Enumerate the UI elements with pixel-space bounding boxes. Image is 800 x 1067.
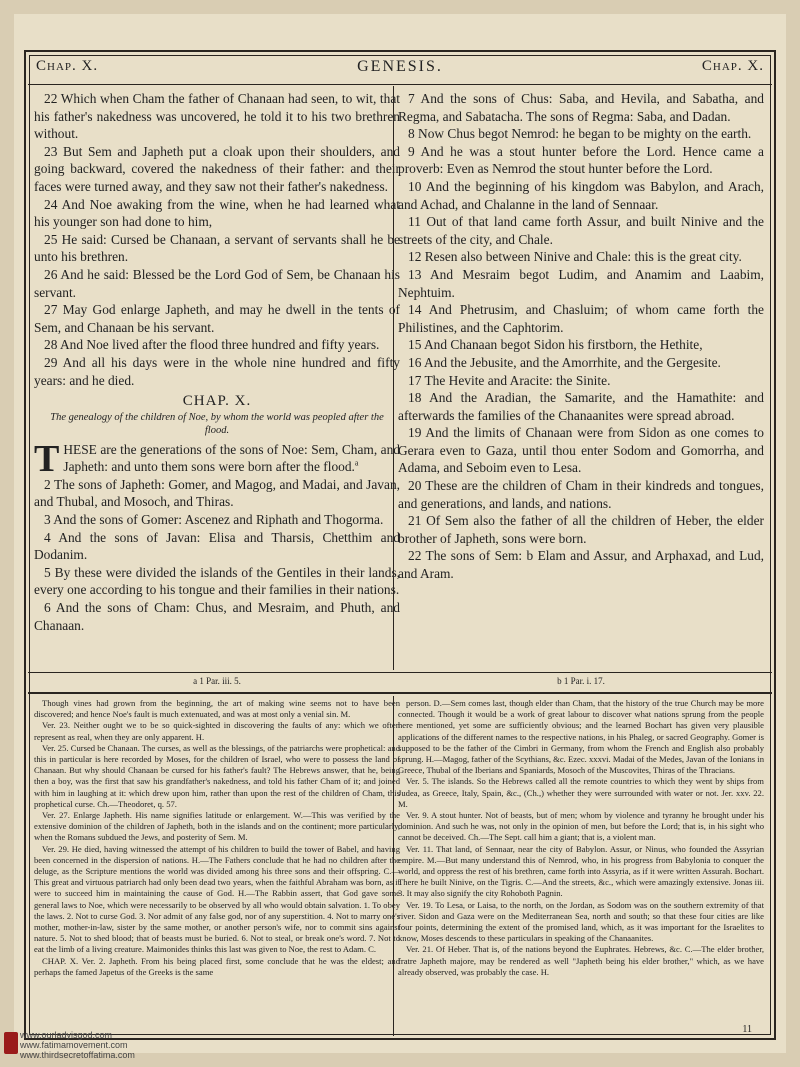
footnote-right: b 1 Par. i. 17. (557, 676, 605, 686)
verse: 5 By these were divided the islands of the Gentiles in their lands, every one according to his tongue and their families in their nations. (34, 564, 400, 598)
verse: 11 Out of that land came forth Assur, and built Ninive and the streets of the city, and Chale. (398, 214, 764, 247)
verse: 18 And the Aradian, the Samarite, and the Hamathite: and afterwards the families of the Chanaanites were spread abroad. (398, 390, 764, 423)
verse: 9 And he was a stout hunter before the Lord. Hence came a proverb: Even as Nemrod the stout hunter before the Lord. (398, 143, 764, 177)
verse: 21 Of Sem also the father of all the children of Heber, the elder brother of Japheth, sons were born. (398, 513, 764, 546)
verse: 24 And Noe awaking from the wine, when he had learned what his younger son had done to him, (34, 196, 400, 230)
footnote-marker: a (354, 458, 359, 468)
header-book-title: GENESIS. (357, 58, 443, 75)
verse: 7 And the sons of Chus: Saba, and Hevila, and Sabatha, and Regma, and Sabatacha. The sons of Regma: Saba, and Dadan. (398, 91, 764, 124)
verse: 3 And the sons of Gomer: Ascenez and Riphath and Thogorma. (44, 512, 384, 528)
footnote-left: a 1 Par. iii. 5. (193, 676, 241, 686)
verse: 15 And Chanaan begot Sidon his firstborn, the Hethite, (408, 337, 703, 353)
verse: 14 And Phetrusim, and Chasluim; of whom came forth the Philistines, and the Caphtorim. (398, 302, 764, 335)
scripture-column-left (34, 90, 400, 668)
verse-first-text: HESE are the generations of the sons of Noe: Sem, Cham, and Japheth: and unto them sons were born after the flood. (63, 441, 400, 475)
verse: 6 And the sons of Cham: Chus, and Mesraim, and Phuth, and Chanaan. (34, 600, 400, 633)
commentary-paragraph: Ver. 27. Enlarge Japheth. His name signifies latitude or enlargement. W.—This was verified by the extensive dominion of the children of Japheth, both in the islands and on the continent; more particularly, when the Romans subdued the Jews, and posterity of Sem. M. (34, 810, 400, 843)
chapter-summary: The genealogy of the children of Noe, by whom the world was peopled after the flood. (50, 411, 384, 436)
verse: 17 The Hevite and Aracite: the Sinite. (408, 372, 611, 388)
commentary-paragraph: Though vines had grown from the beginning, the art of making wine seems not to have been discovered; and hence Noe's fault is much extenuated, and was at most only a venial sin. M. (34, 698, 400, 720)
header-rule (28, 84, 772, 85)
header-chapter-left: Chap. X. (36, 58, 99, 74)
page-number: 11 (742, 1024, 752, 1035)
commentary-paragraph: Ver. 5. The islands. So the Hebrews called all the remote countries to which they went by ships from Judea, as Greece, Italy, Spain, &c., (Ch.,) whether they were surrounded with water or not. Jer. xxv. 22. M. (398, 776, 764, 809)
verse: 20 These are the children of Cham in their kindreds and tongues, and generations, and lands, and nations. (398, 478, 764, 511)
verse: 22 Which when Cham the father of Chanaan had seen, to wit, that his father's nakedness was uncovered, he told it to his two brethren without. (34, 91, 400, 142)
verse: 22 The sons of Sem: b Elam and Assur, and Arphaxad, and Lud, and Aram. (398, 548, 764, 582)
header-chapter-right: Chap. X. (701, 58, 764, 74)
chapter-title: CHAP. X. (182, 393, 252, 410)
watermark-link[interactable]: www.fatimamovement.com (20, 1040, 128, 1050)
verse: 26 And he said: Blessed be the Lord God of Sem, be Chanaan his servant. (34, 266, 400, 300)
verse: 27 May God enlarge Japheth, and may he dwell in the tents of Sem, and Chanaan be his servant. (34, 302, 400, 335)
commentary-paragraph: Ver. 9. A stout hunter. Not of beasts, but of men; whom by violence and tyranny he brought under his dominion. And such he was, not only in the opinion of men, but before the Lord; that is, in his sight who cannot be deceived. Ch.—The Sept. call him a giant; that is, a violent man. (398, 810, 764, 843)
footnote-rule (28, 672, 772, 673)
verse: 12 Resen also between Ninive and Chale: this is the great city. (408, 249, 742, 265)
verse: 10 And the beginning of his kingdom was Babylon, and Arach, and Achad, and Chalanne in the land of Sennaar. (398, 178, 764, 212)
commentary-rule (28, 692, 772, 694)
verse: 8 Now Chus begot Nemrod: he began to be mighty on the earth. (408, 126, 752, 142)
commentary-paragraph: person. D.—Sem comes last, though elder than Cham, that the history of the true Church may be more connected. Though it would be a work of great labour to discover what nations sprung from the people here mentioned, yet some are sufficiently obvious; and the learned Bochart has given very plausible applications of the different names to the respective nations, in his Phaleg, or sacred Geography. Gomer is supposed to be the father of the Cimbri in Germany, from whom the French and English also probably sprung. H.—Magog, father of the Scythians, &c. Ezec. xxxvi. Madai of the Medes, Javan of the Ionians in Greece, Thubal of the Iberians and Spaniards, Mosoch of the Muscovites, Thiras of the Thracians. (398, 698, 764, 776)
verse: 29 And all his days were in the whole nine hundred and fifty years: and he died. (34, 354, 400, 388)
verse: 2 The sons of Japheth: Gomer, and Magog, and Madai, and Javan, and Thubal, and Mosoch, and Thiras. (34, 476, 400, 510)
verse: 28 And Noe lived after the flood three hundred and fifty years. (44, 337, 380, 353)
watermark-link[interactable]: www.ourladyisgod.com (20, 1030, 113, 1040)
commentary-paragraph: Ver. 23. Neither ought we to be so quick-sighted in discovering the faults of any: which we often represent as real, when they are only apparent. H. (34, 720, 400, 742)
commentary-paragraph: Ver. 21. Of Heber. That is, of the nations beyond the Euphrates. Hebrews, &c. C.—The elder brother, fratre Japheth majore, may be rendered as well "Japheth being his elder brother," which, as we have already observed, was probably the case. H. (398, 944, 764, 977)
page (14, 14, 786, 1053)
commentary-paragraph: CHAP. X. Ver. 2. Japheth. From his being placed first, some conclude that he was the eldest; and perhaps the famed Japetus of the Greeks is the same (34, 955, 400, 977)
commentary-paragraph: Ver. 25. Cursed be Chanaan. The curses, as well as the blessings, of the patriarchs were prophetical: and this in particular is here recorded by Moses, for the children of Israel, who were to possess the land of Chanaan. But why should Chanaan be cursed for his father's fault? The Hebrews answer, that he, being then a boy, was the first that saw his grandfather's nakedness, and told his father Cham of it; and joined with him in laughing at it: which drew upon him, rather than upon the rest of the children of Cham, this prophetical curse. Ch.—Theodoret, q. 57. (34, 742, 400, 809)
drop-cap: T (34, 437, 60, 480)
verse: 4 And the sons of Javan: Elisa and Tharsis, Chetthim and Dodanim. (34, 529, 400, 563)
verse: 19 And the limits of Chanaan were from Sidon as one comes to Gerara even to Gaza, until thou enter Sodom and Gomorrha, and Adama, and Seboim even to Lesa. (398, 425, 764, 476)
watermark-link[interactable]: www.thirdsecretoffatima.com (20, 1050, 135, 1060)
commentary-paragraph: Ver. 19. To Lesa, or Laisa, to the north, on the Jordan, as Sodom was on the southern extremity of that river. Sidon and Gaza were on the Mediterranean Sea, north and south; so that these four cities are like four points, determining the extent of the promised land, which, as it was important for the Israelites to know, Moses descends to these particulars in speaking of the Chanaanites. (398, 899, 764, 944)
commentary-column-left (34, 698, 400, 1036)
verse-first (34, 437, 400, 480)
watermark-links (20, 1030, 135, 1060)
commentary-paragraph: Ver. 29. He died, having witnessed the attempt of his children to build the tower of Babel, and having been concerned in the dispersion of nations. H.—The Fathers conclude that he had no children after the deluge, as the Scripture mentions the world was divided among his three sons and their offspring. C.—This great and virtuous patriarch had only been dead two years, when the faithful Abraham was born, as it were to succeed him in maintaining the cause of God. H.—The Rabbin assert, that God gave some general laws to Noe, which were necessarily to be observed by all who would obtain salvation. 1. To obey the laws. 2. Not to curse God. 3. Nor admit of any false god, nor of any superstition. 4. Not to marry one's mother, mother-in-law, sister by the same mother, or another person's wife, nor to commit sins against nature. 5. Not to shed blood; that of beasts must be buried. 6. Not to steal, or break one's word. 7. Not to eat the limb of a living creature. Maimonides thinks this last was given to Noe, the rest to Adam. C. (34, 843, 400, 955)
commentary-divider (393, 696, 394, 1036)
verse: 16 And the Jebusite, and the Amorrhite, and the Gergesite. (408, 354, 721, 370)
verse: 13 And Mesraim begot Ludim, and Anamim and Laabim, Nephtuim. (398, 266, 764, 300)
commentary-paragraph: Ver. 11. That land, of Sennaar, near the city of Babylon. Assur, or Ninus, who founded the Assyrian empire. M.—But many understand this of Nemrod, who, in his progress from Babylonia to conquer the world, and oppress the rest of his brethren, came forth into Assyria, as if it were written Assurah. Bochart. There he built Ninive, on the Tigris. C.—And the streets, &c., which were amazingly extensive. Jonas iii. 3. It may also signify the city Rohoboth Pagnin. (398, 843, 764, 899)
scripture-column-right (398, 90, 764, 668)
verse: 25 He said: Cursed be Chanaan, a servant of servants shall he be unto his brethren. (34, 231, 400, 265)
fatima-logo-icon (4, 1032, 18, 1054)
commentary-column-right (398, 698, 764, 1036)
verse: 23 But Sem and Japheth put a cloak upon their shoulders, and going backward, covered the nakedness of their father: and their faces were turned away, and they saw not their father's nakedness. (34, 143, 400, 194)
column-divider (393, 86, 394, 670)
